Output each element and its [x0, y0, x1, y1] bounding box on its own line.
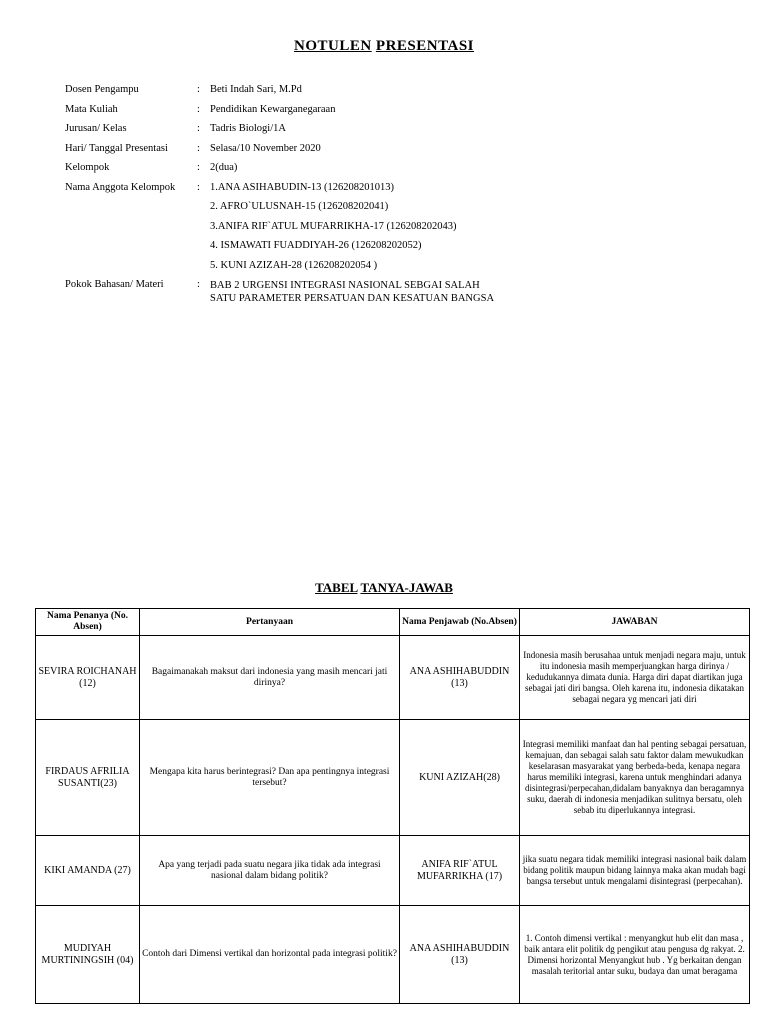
qa-table [35, 608, 750, 1004]
table-title-word-2: TANYA-JAWAB [360, 580, 453, 595]
info-label: Nama Anggota Kelompok [65, 181, 176, 193]
member-item: 5. KUNI AZIZAH-28 (126208202054 ) [210, 259, 378, 271]
member-item: 3.ANIFA RIF`ATUL MUFARRIKHA-17 (126208202043) [210, 220, 457, 232]
info-row-tanggal [65, 143, 725, 163]
info-row-anggota-4 [65, 240, 725, 260]
info-row-materi [65, 279, 725, 304]
cell-penanya: MUDIYAH MURTININGSIH (04) [36, 906, 140, 1004]
table-title [0, 580, 768, 596]
cell-penjawab: ANA ASHIHABUDDIN (13) [400, 906, 520, 1004]
cell-penjawab: ANIFA RIF`ATUL MUFARRIKHA (17) [400, 836, 520, 906]
cell-jawaban: jika suatu negara tidak memiliki integrasi nasional baik dalam bidang politik maupun bidang lainnya maka akan mudah bagi bangsa tersebut untuk mengalami disintegrasi (perpecahan). [520, 836, 750, 906]
info-row-dosen [65, 84, 725, 104]
info-colon: : [197, 279, 200, 290]
materi-line-2: SATU PARAMETER PERSATUAN DAN KESATUAN BANGSA [210, 293, 495, 304]
cell-pertanyaan: Contoh dari Dimensi vertikal dan horizontal pada integrasi politik? [140, 906, 400, 1004]
info-label: Jurusan/ Kelas [65, 123, 127, 134]
info-value: Tadris Biologi/1A [210, 123, 286, 134]
info-colon: : [197, 103, 200, 115]
table-header-row [36, 609, 750, 636]
table-title-word-1: TABEL [315, 580, 358, 595]
cell-jawaban: 1. Contoh dimensi vertikal : menyangkut hub elit dan masa , baik antara elit politik dg pengikut atau pengusa dg rakyat. 2. Dimensi horizontal Menyangkut hub . Yg berkaitan dengan masalah teritorial antar suku, budaya dan umat beragama [520, 906, 750, 1004]
cell-pertanyaan: Apa yang terjadi pada suatu negara jika tidak ada integrasi nasional dalam bidang politik? [140, 836, 400, 906]
info-row-anggota-5 [65, 260, 725, 280]
info-row-mata-kuliah [65, 104, 725, 124]
info-colon: : [197, 181, 200, 193]
cell-penanya: FIRDAUS AFRILIA SUSANTI(23) [36, 720, 140, 836]
info-colon: : [197, 162, 200, 173]
info-value: Pendidikan Kewarganegaraan [210, 103, 336, 115]
info-colon: : [197, 142, 200, 154]
cell-penanya: SEVIRA ROICHANAH (12) [36, 636, 140, 720]
table-row [36, 720, 750, 836]
cell-pertanyaan: Bagaimanakah maksut dari indonesia yang masih mencari jati dirinya? [140, 636, 400, 720]
info-row-kelas [65, 123, 725, 143]
info-label: Kelompok [65, 162, 110, 173]
member-item: 4. ISMAWATI FUADDIYAH-26 (126208202052) [210, 240, 422, 251]
info-row-anggota-3 [65, 221, 725, 241]
cell-penjawab: KUNI AZIZAH(28) [400, 720, 520, 836]
header-penjawab: Nama Penjawab (No.Absen) [400, 609, 520, 636]
info-label: Dosen Pengampu [65, 84, 139, 95]
header-pertanyaan: Pertanyaan [140, 609, 400, 636]
info-value: Beti Indah Sari, M.Pd [210, 84, 302, 95]
info-label: Mata Kuliah [65, 103, 118, 115]
info-colon: : [197, 84, 200, 95]
table-row [36, 836, 750, 906]
cell-penjawab: ANA ASHIHABUDDIN (13) [400, 636, 520, 720]
table-row [36, 636, 750, 720]
info-section [65, 84, 725, 304]
table-row [36, 906, 750, 1004]
title-word-2: PRESENTASI [375, 38, 475, 54]
header-penanya: Nama Penanya (No. Absen) [36, 609, 140, 636]
info-row-anggota-2 [65, 201, 725, 221]
page-title [0, 38, 768, 55]
cell-pertanyaan: Mengapa kita harus berintegrasi? Dan apa pentingnya integrasi tersebut? [140, 720, 400, 836]
info-value: 2(dua) [210, 162, 238, 173]
info-value [210, 279, 494, 305]
cell-penanya: KIKI AMANDA (27) [36, 836, 140, 906]
cell-jawaban: Indonesia masih berusahaa untuk menjadi negara maju, untuk itu indonesia masih memperjuangkan harga dirinya / kedudukannya dimata dunia. Harga diri dapat diartikan juga sebagai jati diri bangsa. Oleh karena itu, indonesia dikatakan sebagai negara yg mencari jati diri [520, 636, 750, 720]
title-word-1: NOTULEN [293, 38, 372, 54]
member-item: 2. AFRO`ULUSNAH-15 (126208202041) [210, 201, 389, 212]
info-label: Pokok Bahasan/ Materi [65, 279, 164, 290]
header-jawaban: JAWABAN [520, 609, 750, 636]
info-row-anggota [65, 182, 725, 202]
cell-jawaban: Integrasi memiliki manfaat dan hal penting sebagai persatuan, kemajuan, dan sebagai salah satu faktor dalam mewukudkan keselarasan masyarakat yang berbeda-beda, kenapa negara harus memiliki integrasi, karena untuk menghindari adanya disintegrasi/perpecahan,didalam banyaknya dan beragamnya suku, daerah di indonesia menjadikan sulitnya bersatu, oleh sebab itu diperlukannya integrasi. [520, 720, 750, 836]
info-value: Selasa/10 November 2020 [210, 142, 321, 154]
materi-line-1: BAB 2 URGENSI INTEGRASI NASIONAL SEBGAI SALAH [210, 280, 480, 291]
member-item: 1.ANA ASIHABUDIN-13 (126208201013) [210, 181, 395, 193]
info-row-kelompok [65, 162, 725, 182]
info-colon: : [197, 123, 200, 134]
info-label: Hari/ Tanggal Presentasi [65, 142, 168, 154]
